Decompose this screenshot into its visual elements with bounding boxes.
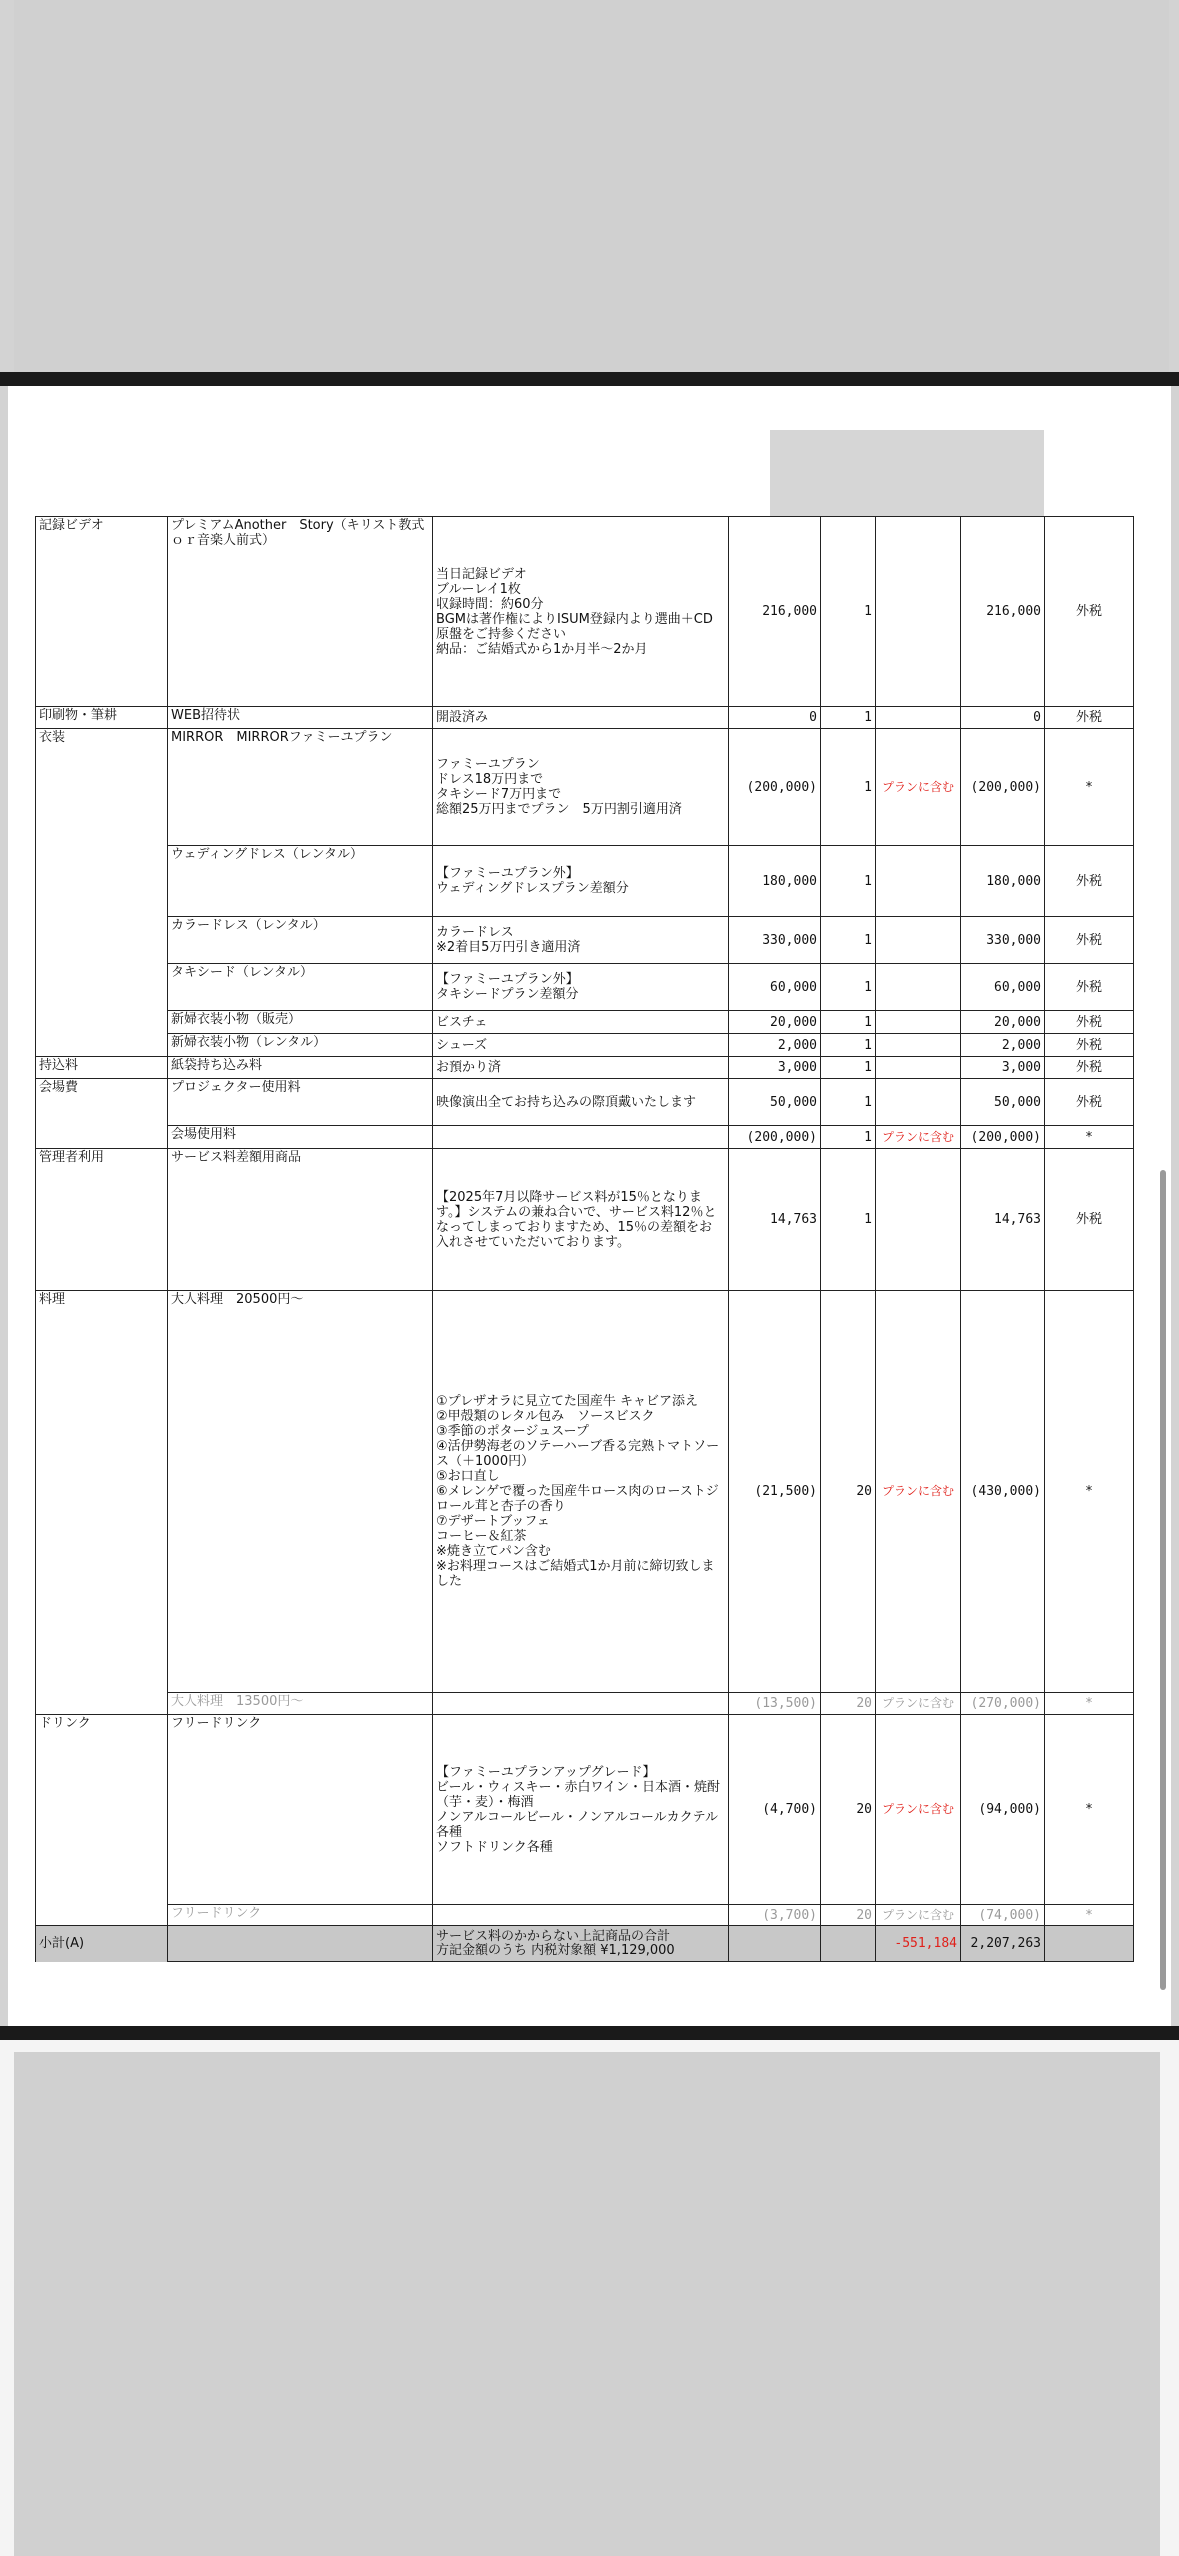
description-cell: ①プレザオラに見立てた国産牛 キャビア添え ②甲殻類のレタル包み ソースビスク ③季節のポタージュスープ ④活伊勢海老のソテーハーブ香る完熟トマトソース（＋1000円） ⑤お口直し ⑥メレンゲで覆った国産牛ロース肉のローストジロール茸と杏子の香り ⑦デザートブッフェ コーヒー＆紅茶 ※焼き立てパン含む ※お料理コースはご結婚式1か月前に締切致しました	[433, 1291, 729, 1693]
plan-note-cell	[876, 1057, 961, 1079]
description-cell: カラードレス ※2着目5万円引き適用済	[433, 917, 729, 964]
plan-note-cell	[876, 1034, 961, 1057]
quantity-cell: 1	[821, 846, 876, 917]
unit-price-cell: 20,000	[729, 1011, 821, 1034]
table-row	[36, 517, 1134, 707]
subtotal-empty-cell	[729, 1926, 821, 1962]
tax-cell: 外税	[1045, 707, 1134, 729]
description-cell: シューズ	[433, 1034, 729, 1057]
unit-price-cell: (3,700)	[729, 1905, 821, 1926]
item-cell: タキシード（レンタル）	[168, 964, 433, 1011]
category-cell	[36, 1693, 168, 1715]
quantity-cell: 20	[821, 1905, 876, 1926]
item-cell: プロジェクター使用料	[168, 1079, 433, 1126]
category-cell	[36, 1011, 168, 1034]
category-cell: 料理	[36, 1291, 168, 1693]
tax-cell: 外税	[1045, 1079, 1134, 1126]
category-cell: 持込料	[36, 1057, 168, 1079]
next-page-preview	[14, 2052, 1160, 2556]
item-cell: フリードリンク	[168, 1905, 433, 1926]
description-cell: 映像演出全てお持ち込みの際頂戴いたします	[433, 1079, 729, 1126]
category-cell: ドリンク	[36, 1715, 168, 1905]
table-row	[36, 1057, 1134, 1079]
table-row	[36, 964, 1134, 1011]
plan-note-cell	[876, 917, 961, 964]
quantity-cell: 1	[821, 1079, 876, 1126]
amount-cell: 216,000	[961, 517, 1045, 707]
previous-page-preview	[14, 0, 1169, 372]
category-cell: 会場費	[36, 1079, 168, 1126]
tax-cell: *	[1045, 1126, 1134, 1149]
item-cell: プレミアムAnother Story（キリスト教式ｏｒ音楽人前式）	[168, 517, 433, 707]
quantity-cell: 1	[821, 1126, 876, 1149]
subtotal-label: 小計(A)	[36, 1926, 168, 1962]
description-cell	[433, 1905, 729, 1926]
category-cell	[36, 1126, 168, 1149]
quantity-cell: 1	[821, 1149, 876, 1291]
plan-note-cell: プランに含む	[876, 1291, 961, 1693]
table-row	[36, 1079, 1134, 1126]
unit-price-cell: 0	[729, 707, 821, 729]
category-cell: 管理者利用	[36, 1149, 168, 1291]
plan-note-cell: プランに含む	[876, 1126, 961, 1149]
table-row	[36, 1149, 1134, 1291]
table-row	[36, 1905, 1134, 1926]
amount-cell: 0	[961, 707, 1045, 729]
unit-price-cell: 3,000	[729, 1057, 821, 1079]
amount-cell: 2,000	[961, 1034, 1045, 1057]
table-row	[36, 846, 1134, 917]
unit-price-cell: (4,700)	[729, 1715, 821, 1905]
unit-price-cell: 2,000	[729, 1034, 821, 1057]
table-row	[36, 1291, 1134, 1693]
description-cell	[433, 1693, 729, 1715]
amount-cell: (200,000)	[961, 1126, 1045, 1149]
subtotal-difference: -551,184	[876, 1926, 961, 1962]
unit-price-cell: 330,000	[729, 917, 821, 964]
category-cell: 印刷物・筆耕	[36, 707, 168, 729]
plan-note-cell: プランに含む	[876, 1905, 961, 1926]
item-cell: MIRROR MIRRORファミーユプラン	[168, 729, 433, 846]
tax-cell: 外税	[1045, 517, 1134, 707]
item-cell: 大人料理 13500円〜	[168, 1693, 433, 1715]
subtotal-row	[36, 1926, 1134, 1962]
amount-cell: (270,000)	[961, 1693, 1045, 1715]
unit-price-cell: (13,500)	[729, 1693, 821, 1715]
category-cell	[36, 1905, 168, 1926]
page-divider-bottom	[0, 2026, 1179, 2040]
plan-note-cell: プランに含む	[876, 1693, 961, 1715]
amount-cell: 14,763	[961, 1149, 1045, 1291]
description-cell: 【2025年7月以降サービス料が15％となります。】システムの兼ね合いで、サービス料12％となってしまっておりますため、15％の差額をお入れさせていただいております。	[433, 1149, 729, 1291]
amount-cell: 330,000	[961, 917, 1045, 964]
tax-cell: *	[1045, 1693, 1134, 1715]
table-row	[36, 1034, 1134, 1057]
amount-cell: (430,000)	[961, 1291, 1045, 1693]
page-divider-top	[0, 372, 1179, 386]
item-cell: フリードリンク	[168, 1715, 433, 1905]
tax-cell: 外税	[1045, 1057, 1134, 1079]
description-cell: 【ファミーユプラン外】 ウェディングドレスプラン差額分	[433, 846, 729, 917]
description-cell: 開設済み	[433, 707, 729, 729]
subtotal-empty-cell	[1045, 1926, 1134, 1962]
unit-price-cell: 50,000	[729, 1079, 821, 1126]
tax-cell: *	[1045, 1905, 1134, 1926]
scrollbar[interactable]	[1160, 1170, 1166, 1990]
item-cell: 会場使用料	[168, 1126, 433, 1149]
plan-note-cell	[876, 846, 961, 917]
quantity-cell: 1	[821, 1034, 876, 1057]
item-cell: 新婦衣装小物（レンタル）	[168, 1034, 433, 1057]
table-row	[36, 707, 1134, 729]
unit-price-cell: (21,500)	[729, 1291, 821, 1693]
table-row	[36, 1126, 1134, 1149]
item-cell: ウェディングドレス（レンタル）	[168, 846, 433, 917]
plan-note-cell: プランに含む	[876, 1715, 961, 1905]
quantity-cell: 1	[821, 729, 876, 846]
amount-cell: 50,000	[961, 1079, 1045, 1126]
quantity-cell: 1	[821, 1057, 876, 1079]
amount-cell: 3,000	[961, 1057, 1045, 1079]
category-cell	[36, 964, 168, 1011]
unit-price-cell: (200,000)	[729, 729, 821, 846]
plan-note-cell	[876, 517, 961, 707]
unit-price-cell: 216,000	[729, 517, 821, 707]
unit-price-cell: 180,000	[729, 846, 821, 917]
category-cell: 衣装	[36, 729, 168, 846]
table-row	[36, 1011, 1134, 1034]
tax-cell: 外税	[1045, 964, 1134, 1011]
amount-cell: (74,000)	[961, 1905, 1045, 1926]
quote-table	[35, 516, 1134, 1962]
description-cell: 【ファミーユプラン外】 タキシードプラン差額分	[433, 964, 729, 1011]
quantity-cell: 1	[821, 964, 876, 1011]
tax-cell: 外税	[1045, 1149, 1134, 1291]
tax-cell: 外税	[1045, 846, 1134, 917]
amount-cell: 180,000	[961, 846, 1045, 917]
table-row	[36, 729, 1134, 846]
plan-note-cell	[876, 1079, 961, 1126]
plan-note-cell	[876, 707, 961, 729]
quantity-cell: 1	[821, 917, 876, 964]
subtotal-description: サービス料のかからない上記商品の合計 方記金額のうち 内税対象額 ¥1,129,000	[433, 1926, 729, 1962]
tax-cell: *	[1045, 729, 1134, 846]
redacted-header-box	[770, 430, 1044, 516]
quantity-cell: 20	[821, 1291, 876, 1693]
table-row	[36, 1715, 1134, 1905]
description-cell: ビスチェ	[433, 1011, 729, 1034]
quantity-cell: 20	[821, 1693, 876, 1715]
item-cell: 新婦衣装小物（販売）	[168, 1011, 433, 1034]
subtotal-empty-cell	[168, 1926, 433, 1962]
subtotal-amount: 2,207,263	[961, 1926, 1045, 1962]
amount-cell: 60,000	[961, 964, 1045, 1011]
plan-note-cell	[876, 964, 961, 1011]
category-cell	[36, 917, 168, 964]
tax-cell: *	[1045, 1291, 1134, 1693]
quantity-cell: 20	[821, 1715, 876, 1905]
tax-cell: 外税	[1045, 1011, 1134, 1034]
amount-cell: (94,000)	[961, 1715, 1045, 1905]
amount-cell: 20,000	[961, 1011, 1045, 1034]
category-cell	[36, 1034, 168, 1057]
table-row	[36, 917, 1134, 964]
table-row	[36, 1693, 1134, 1715]
description-cell: お預かり済	[433, 1057, 729, 1079]
quantity-cell: 1	[821, 517, 876, 707]
subtotal-empty-cell	[821, 1926, 876, 1962]
category-cell: 記録ビデオ	[36, 517, 168, 707]
plan-note-cell	[876, 1011, 961, 1034]
category-cell	[36, 846, 168, 917]
description-cell	[433, 1126, 729, 1149]
plan-note-cell: プランに含む	[876, 729, 961, 846]
item-cell: カラードレス（レンタル）	[168, 917, 433, 964]
unit-price-cell: 60,000	[729, 964, 821, 1011]
plan-note-cell	[876, 1149, 961, 1291]
description-cell: 【ファミーユプランアップグレード】 ビール・ウィスキー・赤白ワイン・日本酒・焼酎（芋・麦）・梅酒 ノンアルコールビール・ノンアルコールカクテル各種 ソフトドリンク各種	[433, 1715, 729, 1905]
unit-price-cell: 14,763	[729, 1149, 821, 1291]
tax-cell: 外税	[1045, 917, 1134, 964]
unit-price-cell: (200,000)	[729, 1126, 821, 1149]
tax-cell: 外税	[1045, 1034, 1134, 1057]
quantity-cell: 1	[821, 1011, 876, 1034]
item-cell: 紙袋持ち込み料	[168, 1057, 433, 1079]
tax-cell: *	[1045, 1715, 1134, 1905]
item-cell: 大人料理 20500円〜	[168, 1291, 433, 1693]
description-cell: ファミーユプラン ドレス18万円まで タキシード7万円まで 総額25万円までプラン 5万円割引適用済	[433, 729, 729, 846]
description-cell: 当日記録ビデオ ブルーレイ1枚 収録時間：約60分 BGMは著作権によりISUM登録内より選曲＋CD原盤をご持参ください 納品：ご結婚式から1か月半〜2か月	[433, 517, 729, 707]
amount-cell: (200,000)	[961, 729, 1045, 846]
item-cell: サービス料差額用商品	[168, 1149, 433, 1291]
item-cell: WEB招待状	[168, 707, 433, 729]
quantity-cell: 1	[821, 707, 876, 729]
